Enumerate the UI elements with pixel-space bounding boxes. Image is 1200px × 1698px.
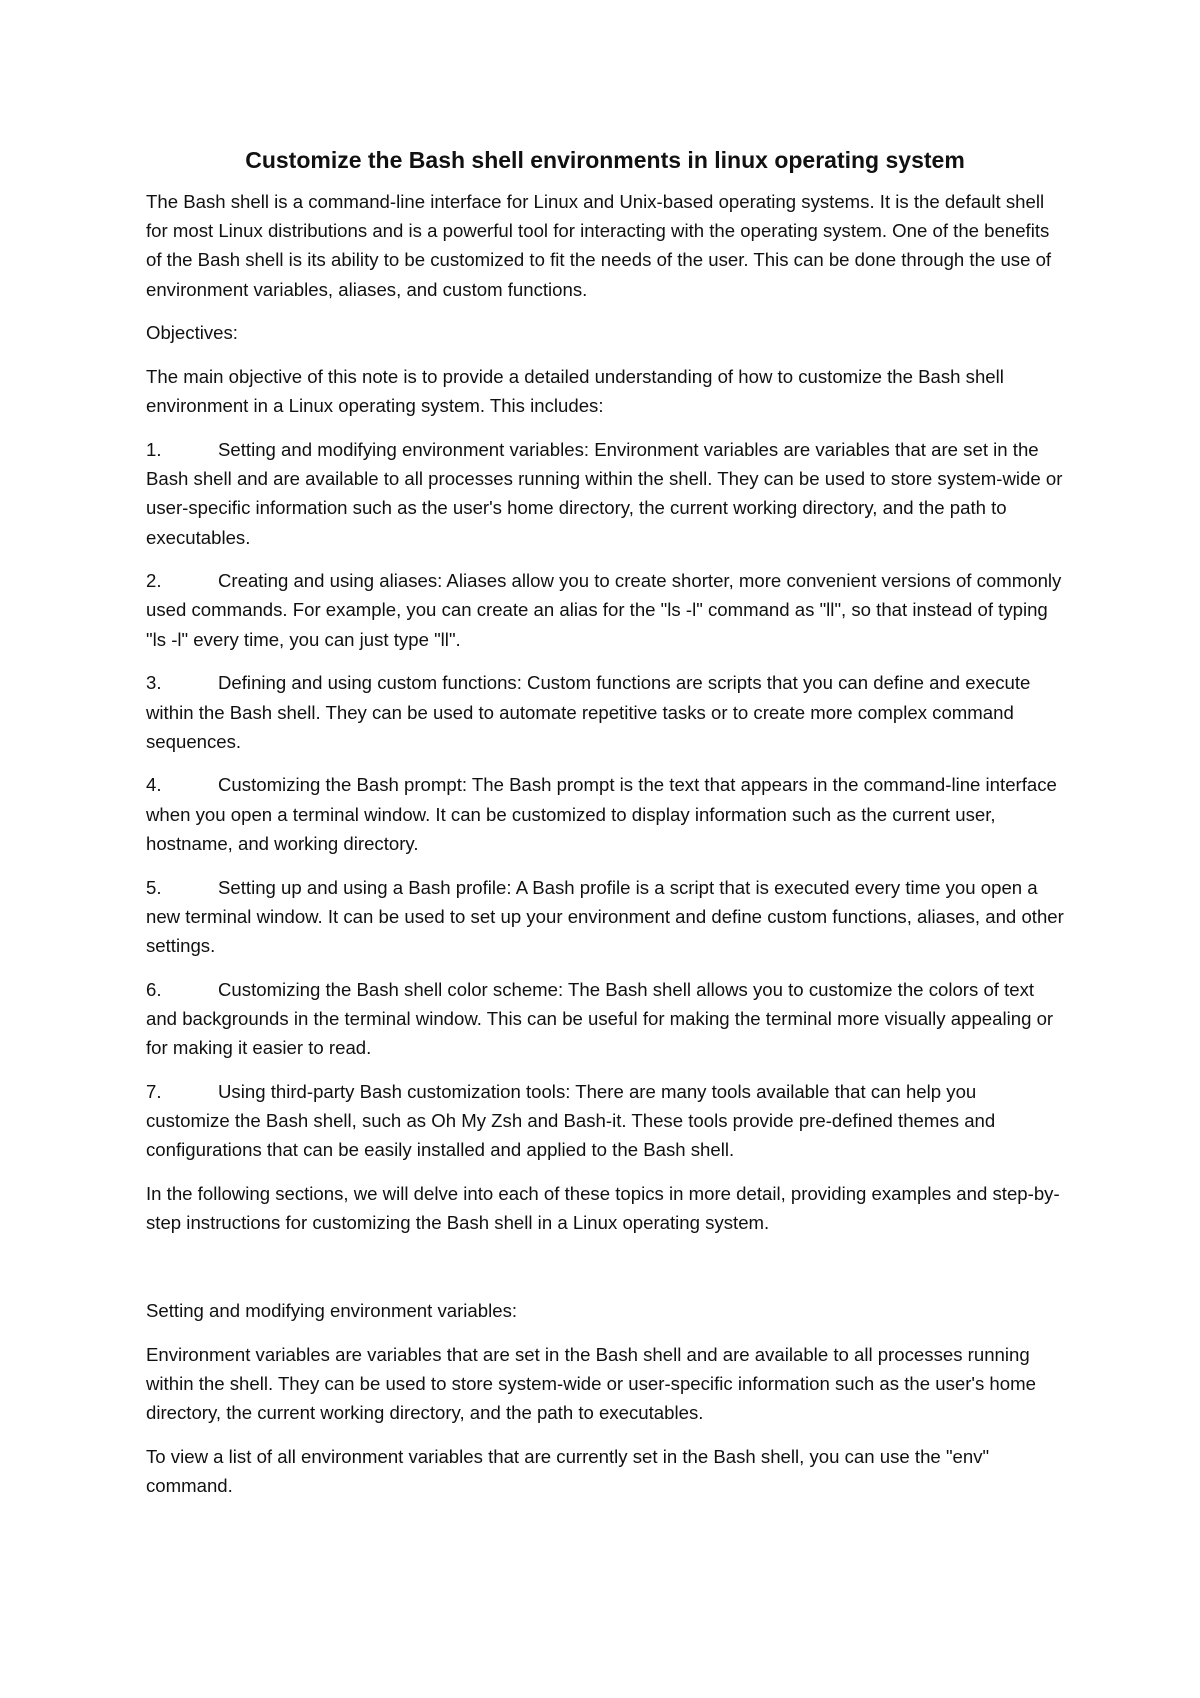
section-spacer bbox=[146, 1252, 1064, 1296]
objective-item-6 bbox=[146, 975, 1064, 1063]
objective-item-5 bbox=[146, 873, 1064, 961]
item-text: Customizing the Bash prompt: The Bash prompt is the text that appears in the command-line interface when you open a terminal window. It can be customized to display information such as the current user, hostname, and working directory. bbox=[146, 774, 1057, 854]
objective-item-7 bbox=[146, 1077, 1064, 1165]
objective-item-4 bbox=[146, 770, 1064, 858]
item-text: Defining and using custom functions: Custom functions are scripts that you can define and execute within the Bash shell. They can be used to automate repetitive tasks or to create more complex command sequences. bbox=[146, 672, 1031, 752]
item-number: 3. bbox=[146, 672, 162, 694]
closing-paragraph: In the following sections, we will delve into each of these topics in more detail, providing examples and step-by-step instructions for customizing the Bash shell in a Linux operating system. bbox=[146, 1182, 1060, 1234]
objective-item-2 bbox=[146, 566, 1064, 654]
item-text: Customizing the Bash shell color scheme: The Bash shell allows you to customize the colors of text and backgrounds in the terminal window. This can be useful for making the terminal more visually appealing or for making it easier to read. bbox=[146, 978, 1054, 1059]
objective-item-3 bbox=[146, 668, 1064, 756]
item-number: 7. bbox=[146, 1080, 162, 1102]
item-number: 6. bbox=[146, 978, 162, 1000]
objectives-paragraph: The main objective of this note is to provide a detailed understanding of how to customize the Bash shell environment in a Linux operating system. This includes: bbox=[146, 366, 1004, 417]
section-paragraph-1: Environment variables are variables that are set in the Bash shell and are available to all processes running within the shell. They can be used to store system-wide or user-specific information such as the user's home directory, the current working directory, and the path to executables. bbox=[146, 1343, 1036, 1423]
item-number: 4. bbox=[146, 774, 162, 796]
item-text: Setting up and using a Bash profile: A Bash profile is a script that is executed every time you open a new terminal window. It can be used to set up your environment and define custom functions, aliases, and other settings. bbox=[146, 876, 1064, 956]
item-text: Creating and using aliases: Aliases allow you to create shorter, more convenient versions of commonly used commands. For example, you can create an alias for the "ls -l" command as "ll", so that instead of typing "ls -l" every time, you can just type "ll". bbox=[146, 570, 1062, 650]
item-text: Using third-party Bash customization tools: There are many tools available that can help you customize the Bash shell, such as Oh My Zsh and Bash-it. These tools provide pre-defined themes and configurations that can be easily installed and applied to the Bash shell. bbox=[146, 1080, 996, 1161]
objectives-heading: Objectives: bbox=[146, 322, 238, 344]
intro-paragraph: The Bash shell is a command-line interface for Linux and Unix-based operating systems. It is the default shell for most Linux distributions and is a powerful tool for interacting with the operating system. One of the benefits of the Bash shell is its ability to be customized to fit the needs of the user. This can be done through the use of environment variables, aliases, and custom functions. bbox=[146, 191, 1052, 300]
document-content bbox=[146, 145, 1064, 1515]
item-text: Setting and modifying environment variables: Environment variables are variables that are set in the Bash shell and are available to all processes running within the shell. They can be used to store system-wide or user-specific information such as the user's home directory, the current working directory, and the path to executables. bbox=[146, 438, 1063, 548]
section-paragraph-2: To view a list of all environment variables that are currently set in the Bash shell, you can use the "env" command. bbox=[146, 1445, 990, 1496]
item-number: 5. bbox=[146, 876, 162, 898]
section-heading: Setting and modifying environment variables: bbox=[146, 1299, 518, 1321]
document-title: Customize the Bash shell environments in linux operating system bbox=[245, 147, 965, 173]
objective-item-1 bbox=[146, 435, 1064, 552]
item-number: 2. bbox=[146, 570, 162, 592]
item-number: 1. bbox=[146, 438, 162, 460]
